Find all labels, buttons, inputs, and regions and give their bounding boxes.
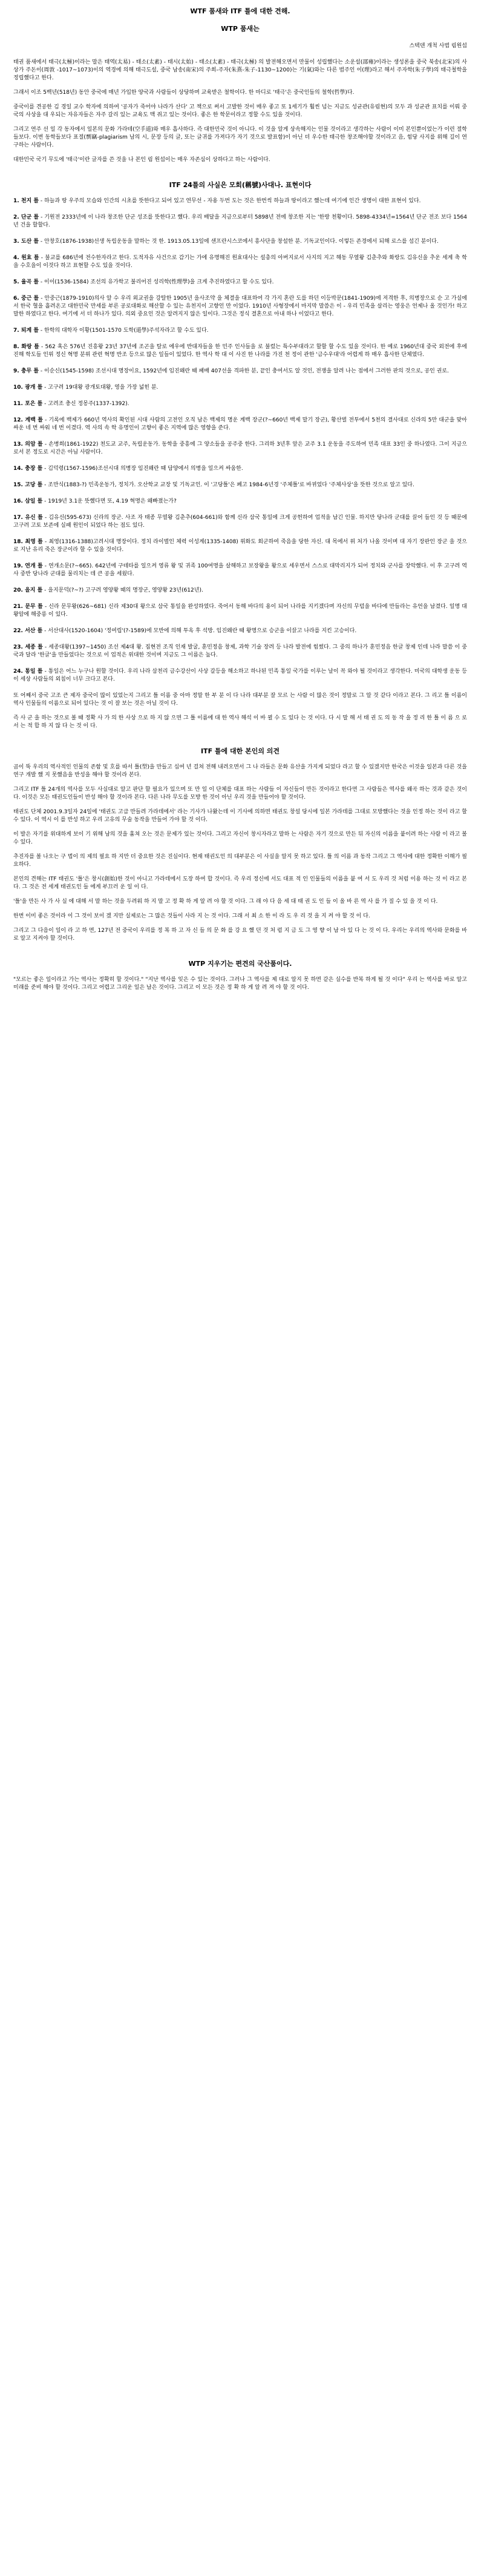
tul-name: 22. 서산 틀 xyxy=(13,628,43,634)
tul-name: 13. 의암 틀 xyxy=(13,441,43,447)
middle-paragraph: 또 어째서 중국 고조 큰 제자 중국이 많이 있었는지 그리고 틀 이름 중 아마 정말 한 부 분 이 다 나라 대부분 잘 모르 는 사람 이 많은 것이 정말로 그 알 것 같다 이라고 본다. 그 리고 틀 이름이 역사 인물들의 이름으로 되어 있다는 것 이 잘 보는 것은 아닐 것이 다. xyxy=(13,693,467,707)
tul-name: 20. 을지 틀 xyxy=(13,587,43,593)
tul-item xyxy=(13,644,467,659)
tul-name: 17. 유신 틀 xyxy=(13,515,43,521)
opinion-paragraph: '틀'을 만든 사 가 사 실 에 대해 서 말 하는 것을 두려워 하 지 말 고 정 확 하 게 알 려 야 할 것 이다. 그 래 야 다 음 세 대 태 권 도 인 들 이 올 바 른 역 사 를 가 질 수 있 을 것 이 다. xyxy=(13,899,438,905)
tul-name: 19. 연개 틀 xyxy=(13,563,43,569)
opinion-paragraph: 한번 이미 좋은 것이라 이 그 것이 보이 겠 지만 실제로는 그 많은 것들이 사라 지 는 것 이다. 그래 서 최 소 한 이 라 도 우 리 것 을 지 켜 야 할 것 이 다. xyxy=(13,913,370,919)
tul-name: 1. 천지 틀 xyxy=(13,198,39,204)
tul-item xyxy=(13,498,467,506)
tul-item xyxy=(13,441,467,457)
tul-item xyxy=(13,343,467,359)
section-title-closing: WTP 지우기는 편견의 국산품이다. xyxy=(188,960,292,968)
tul-name: 21. 문무 틀 xyxy=(13,604,43,610)
tul-item xyxy=(13,417,467,432)
tul-item xyxy=(13,668,467,684)
tul-item xyxy=(13,254,467,270)
intro-paragraph: 대한민국 국기 무도에 '태극'이란 글자를 쓴 것을 나 본인 림 원섭이는 매우 자존심이 상하다고 하는 사람이다. xyxy=(13,157,270,163)
tul-item xyxy=(13,197,467,205)
middle-section xyxy=(13,692,467,730)
tul-description: - 하늘과 땅 우주의 모습와 인간의 시초를 뜻한다고 되어 있고 연무선 - 자용 두번 도는 것은 한번씩 하늘과 땅이라고 했는데 여기에 인간 생명이 대한 표현이 있다. xyxy=(40,198,421,204)
tul-description: - 세종대왕(1397~1450) 조선 제4대 왕. 집현전 조직 인재 발굴, 훈민정음 창제, 과학 기술 장려 등 나라 발전에 힘썼다. 그 중의 하나가 훈민정음 한글 창제 인데 나라 말씀 이 중국과 달라 '한글'을 만들었다는 것으로 이 업적은 위대한 것이며 지금도 그 이름은 높다. xyxy=(13,644,467,658)
tul-description: - 기원전 2333년에 이 나라 창조한 단군 성조를 뜻한다고 했다. 우리 배달을 지금으로부터 5898년 전에 창조한 지는 '한랑 천황이다. 5898-4334년=1564년 단군 전조 보다 1564년 건을 할할다. xyxy=(13,214,467,228)
document-title: WTF 품새와 ITF 틀에 대한 견해. xyxy=(190,7,290,15)
tul-description: - 연개소문(?~665). 642년에 구테타를 일으켜 영류 왕 및 귀족 100여명을 살해하고 보장왕을 왕으로 세우면서 스스로 대막리지가 되어 정치와 군사를 장악했다. 이 후 고구려 역사 중반 당나라 군대를 물리치는 데 큰 공을 세웠다. xyxy=(13,563,467,577)
opinion-paragraph: 그리고 그 다음이 일이 라 고 하 면, 127년 전 중국이 우리를 정 복 하 고 자 신 들 의 문 화 를 강 요 했 던 것 처 럼 지 금 도 그 영 향 이 남 아 있 다 는 것 이 다. 우리는 우리의 역사와 문화를 바로 알고 지켜야 할 것이다. xyxy=(13,928,467,942)
opinion-paragraph: 태권도 단체 2001.9.3일자 24일에 '태권도 고급 만들려 가라데에서' 라는 기사가 나왔는데 이 기사에 의하면 태권도 창설 당시에 일본 가라데를 그대로 모방했다는 것을 인정 하는 것이 라고 할 수 있다. 이 역시 이 를 반성 하고 우리 고유의 무술 동작을 만들어 가야 할 것 이다. xyxy=(13,809,467,823)
intro-paragraph: 중국이를 견공한 김 경일 교수 학자에 의하여 '공자가 죽어야 나라가 산다' 고 책으로 써서 고발한 것이 매우 좋고 또 1세기가 훨씬 넘는 지금도 성균관(유림현)의 모두 과 성균관 표치를 이뤄 중국의 사상을 대 우되는 자유자들은 자주 갈리 있는 교육도 맥 쥐고 있는 것이다. 좋은 한 학문이라고 정할 수도 있을 것이다. xyxy=(13,104,467,118)
tul-item xyxy=(13,538,467,554)
tul-name: 12. 계백 틀 xyxy=(13,417,43,423)
tul-description: - 불교를 686년에 전수한자라고 한다. 도적자유 사건으로 감기는 가에 유명해진 원효대사는 설총의 아버지로서 사지의 지고 해동 무열왕 김춘추와 화랑도 김유신을 추운 세계 축 학을 수호을이 이것다 하고 표현할 수도 있을 것이다. xyxy=(13,255,468,269)
tul-name: 24. 통일 틀 xyxy=(13,669,43,675)
tul-item xyxy=(13,465,467,473)
tul-description: - 김덕령(1567-1596)조선시대 의병장 임진왜란 때 담양에서 의병을 일으켜 싸움한. xyxy=(44,466,243,472)
tul-description: - 1919년 3.1운 뜻했다면 또, 4.19 혁명은 왜빠졌는가? xyxy=(44,498,177,504)
opinion-paragraph: 본인의 견해는 ITF 태권도 '틀'은 창시(創始)한 것이 아니고 가라데에서 도장 하여 합 것이다. 즉 우리 정신에 서도 대표 적 인 인물들의 이름을 붙 여 서 도 우리 것 처럼 이용 하는 것 이 라고 본다. 그 것은 전 세계 태권도인 들 에게 부끄러 운 일 이 다. xyxy=(13,876,467,890)
tul-item xyxy=(13,368,467,375)
tul-name: 23. 세종 틀 xyxy=(13,644,43,650)
tul-item xyxy=(13,384,467,392)
tul-name: 14. 충장 틀 xyxy=(13,466,43,472)
tul-description: - 서산대사(1520-1604) '정여립'(?-1589)에 모반에 의해 투옥 후 석방. 임진왜란 때 왕명으로 승군을 이끌고 나라를 지킨 고승이다. xyxy=(44,628,357,634)
tul-description: - 을지문덕(?~?) 고구려 영양왕 때의 명장군, 영양왕 23년(612년). xyxy=(44,587,203,593)
tul-description: - 안창호(1876-1938)선생 독립운동을 말하는 것 한. 1913.05.13일에 샌프란시스코에서 흥사단을 창설한 분. 기독교인이다. 이렇든 존경에서 되해 로스를 섬긴 분이다. xyxy=(40,239,439,245)
opinion-paragraph: 그리고 ITF 틀 24개의 역사를 모두 사실대로 알고 판단 할 필요가 있으며 또 만 일 이 단체를 대표 하는 사람들 이 자신들이 만든 것이라고 한다면 그 사람들은 역사를 왜곡 하는 것과 같은 것이다. 이것은 모든 태권도인들이 반성 해야 할 것이라 본다. 다른 나라 무도를 모방 한 것이 아닌 우리 것을 만들어야 할 것이다. xyxy=(13,787,467,801)
tul-item xyxy=(13,327,467,335)
section-title-opinion: ITF 틀에 대한 본인의 의견 xyxy=(200,747,280,755)
tul-name: 6. 중근 틀 xyxy=(13,296,39,302)
tul-description: - 최영(1316-1388)고려시대 명장이다. 정치 라이벌인 체력 이성계(1335-1408) 위화도 회군하여 죽음을 당한 자신. 대 목에서 위 처가 나올 것이며 대 자기 장판인 장군 을 것으로 지난 유리 죽은 장군이라 할 수 있을 것이다. xyxy=(13,539,467,553)
tul-name: 10. 광개 틀 xyxy=(13,385,43,391)
tul-item xyxy=(13,238,467,246)
author-line: 스텍덴 개척 사범 림원섭 xyxy=(409,43,467,49)
tul-name: 5. 율곡 틀 xyxy=(13,279,39,285)
tul-name: 15. 고당 틀 xyxy=(13,482,43,488)
tul-description: - 한학의 대학자 이황(1501-1570 도학(道學)주석자라고 할 수도 있다. xyxy=(40,328,209,334)
tul-description: - 손병희(1861-1922) 천도교 교주, 독립운동가. 동학을 중흥에 그 양소들을 공주중 한다. 그리하 3년후 앞은 교주 3.1 운동을 주도하여 민족 대표 33인 중 하나였다. 그이 지금으로서 본 정도로 시간은 아님 사람이다. xyxy=(13,441,467,455)
tul-name: 7. 퇴계 틀 xyxy=(13,328,39,334)
tul-name: 16. 삼일 틀 xyxy=(13,498,43,504)
intro-section xyxy=(13,59,467,164)
opinion-section xyxy=(13,764,467,943)
tul-description: - 안중근(1879-1910)의사 알 수 우리 외교권을 강탈한 1905년 을사조약 을 체결을 대표하여 각 가지 혼란 도를 하던 이등박문(1841-1909)에 저격한 후, 의병장으로 순 고 가실에서 한국 혈을 흘려온고 대한민국 만세를 부른 공로대화로 해산할 수 있는 유천지이 고향인 만 이었다. 1910년 사형장에서 마지막 말씀은 이 - 우리 민족을 살리는 영웅은 언제나 올 것인가! 하고 말한 하였다고 한다. 여기에 서 더 하나가 있다. 의외 중요인 것은 알려지지 않은 일이다. 그것은 정식 결혼으로 아내 하나 이었다고 한다. xyxy=(13,296,468,317)
tul-description: - 김유신(595-673) 신라의 장군. 사조 자 태종 무열왕 김춘추(604-661)와 함께 신라 삼국 통일에 크게 공헌하여 업적을 남긴 인물. 하지만 당나라 군대를 끌어 들인 것 등 때문에 고구려 고토 보존에 실패 원인이 되었다 하는 점도 있다. xyxy=(13,515,467,529)
tul-item xyxy=(13,587,467,595)
opinion-paragraph: 곰이 뚝 우리의 역사적인 인물의 존함 및 호를 따서 틀(型)을 만들고 십여 년 걸쳐 전해 내려오면서 그 나 라들은 문화 유산을 가지게 되었다 라고 할 수 있겠지만 한국은 이것을 일본과 다른 것을 연구 개발 했 지 못했음을 반성을 해야 할 것이라 본다. xyxy=(13,764,467,778)
tul-description: - 이순신(1545-1598) 조선시대 명장이요, 1592년에 임진왜란 때 패배 407선을 격파한 분, 끝인 충여서도 알 것인, 전쟁을 알려 나는 점에서 그러한 판의 것으로, 공인 권로. xyxy=(40,368,449,374)
opinion-paragraph: 추진자를 볼 나오는 구 법이 의 제의 필요 하 지만 더 중요한 것은 진실이다. 현재 태권도인 의 대부분은 이 사실을 알지 못 하고 있다. 틀 의 이름 과 동작 그리고 그 역사에 대한 정확한 이해가 필요하다. xyxy=(13,854,467,868)
tul-name: 4. 원효 틀 xyxy=(13,255,39,261)
tul-item xyxy=(13,400,467,408)
tul-name: 11. 포은 틀 xyxy=(13,401,43,407)
tul-description: - 고구려 19대왕 광개토대왕, 영을 가장 넓힌 분. xyxy=(44,385,159,391)
tul-item xyxy=(13,603,467,619)
tul-name: 2. 단군 틀 xyxy=(13,214,39,220)
intro-paragraph: 태권 품새에서 태극(太極)이라는 말은 태역(太易) - 태소(太素) - 태시(太始) - 태소(太素) - 태극(太極) 의 발전해오면서 만물이 성립했다는 소운설(邵雍)이라는 생성론을 중국 북송(北宋)의 사상가 주돈이(周敦 -1017~1073)이의 역경에 의해 태극도설, 중국 남송(南宋)의 주희-주자(朱熹-朱子-1130~1200)는 기(氣)와는 다른 범주인 이(理)라고 해서 주자학(朱子學)의 태극철학을 정립했다고 한다. xyxy=(13,59,467,81)
tul-description: - 조만식(1883-?) 민족운동가, 정치가. 오산학교 교장 및 기독교인. 이 '고당틀'은 폐고 1984-6년경 '주체틀'로 바뀌었다 '주체사상'을 뜻한 것으로 알고 있다. xyxy=(44,482,414,488)
tul-description: - 통일은 어느 누구나 원할 것이다. 우리 나라 삼천리 금수강산이 사상 갈등을 해소하고 하나된 민족 통일 국가를 이루는 날이 꼭 와야 될 것이라고 생각한다. 미국의 대학생 운동 등 이 세상 사람들의 외침이 너무 크다고 본다. xyxy=(13,669,467,682)
tul-description: - 기록에 백제가 660년 역사의 확인된 시대 사람의 고전인 오직 남은 백제의 명운 계백 장군(?~660년 백제 말기 장군), 황산벌 전투에서 5천의 결사대로 신라의 5만 대군을 맞아 싸운 네 번 싸워 네 번 이겼다. 역 사의 속 학 유명인이 고향이 좋은 지역에 많은 영향을 준다. xyxy=(13,417,467,431)
intro-paragraph: 그리고 연주 선 일 각 동자에서 일본의 문화 가라테(空手道)와 매우 흡사하다. 즉 대한민국 것이 아니다. 이 것을 알게 상속해지는 인물 것이라고 생각하는 사람이 이미 본인뿐이었는가 이런 절학들보다. 이번 동학들보다 표절(剽竊-plagiarism 남의 시, 문장 등의 글, 또는 글귀를 가져다가 자기 것으로 발표함)이 아닌 더 우수한 태극한 창조해야할 것이라고 음, 힘당 사지를 위해 길이 연구하는 사람이다. xyxy=(13,127,467,148)
intro-paragraph: 그래서 이조 5백년(518년) 동안 중국에 매년 가입한 양국과 사람들이 상당하며 교육받은 철학이다. 한 마디로 '태극'은 중국인들의 철학(哲學)다. xyxy=(13,90,355,96)
tul-item xyxy=(13,481,467,489)
tul-item xyxy=(13,295,467,319)
tul-description: - 신라 문무왕(626~681) 신라 제30대 왕으로 삼국 통일을 완성하였다. 죽어서 동해 바다의 용이 되어 나라를 지키겠다며 자신의 무덤을 바다에 만들라는 유언을 남겼다. 일명 대왕암에 해중릉 이 있다. xyxy=(13,604,467,618)
tul-description: - 562 혹은 576년 진흥왕 23년 37년에 조곤을 탈로 에우에 반대자들을 한 민주 인사들을 로 불렀는 특수부대라고 할할 할 수도 있을 것이다. 한 예로 1960년대 중국 외전에 후에 진해 학도들 인위 정신 혁명 분위 관련 혁명 반조 등으로 많은 일들이 있었다. 한 역사 학 대 이 사진 한 나라를 가진 천 정이 관한 '금수우대'라 어렵게 하 매우 흡사한 단체였다. xyxy=(13,344,467,358)
tul-item xyxy=(13,514,467,530)
tul-list xyxy=(13,197,467,684)
tul-name: 9. 충무 틀 xyxy=(13,368,39,374)
tul-item xyxy=(13,214,467,230)
tul-name: 18. 최영 틀 xyxy=(13,539,43,545)
tul-name: 8. 화랑 틀 xyxy=(13,344,39,350)
tul-description: - 이이(1536-1584) 조선의 유가학고 불리어진 성리학(性理學)을 크게 추진하였다고 할 수도 있다. xyxy=(40,279,274,285)
tul-item xyxy=(13,279,467,286)
document-page xyxy=(0,0,484,1006)
closing-paragraph: "모르는 좋은 일이라고 가는 역사는 정확히 할 것이다." "지난 역사를 잊은 수 있는 것이다. 그러나 그 역사를 제 대로 알지 못 하면 같은 실수를 반복 하게 될 것 이다" 우리 는 역사를 바로 알고 미래를 준비 해야 할 것이다. 그리고 어렵고 그리운 일은 남은 것이다. 그리고 이 모든 것은 정 확 하 게 알 려 져 야 할 것 이다. xyxy=(13,977,467,991)
opinion-paragraph: 이 발은 자기를 위대하게 보이 기 위해 남의 것을 훔쳐 오는 것은 문제가 있는 것이다. 그리고 자신이 창시자라고 말하 는 사람은 자기 것으로 만든 뒤 자신의 이름을 붙이려 하는 사람 이 라고 볼 수 있다. xyxy=(13,831,467,845)
section-title-wtp: WTP 품새는 xyxy=(221,25,260,33)
tul-description: - 고려조 충신 정몽주(1337-1392). xyxy=(44,401,129,407)
tul-item xyxy=(13,627,467,635)
section-title-itf: ITF 24틀의 사실은 모회(稱號)사대나. 표현이다 xyxy=(169,181,312,189)
tul-name: 3. 도산 틀 xyxy=(13,239,39,245)
middle-paragraph: 즉 사 군 을 하는 것으로 볼 때 정확 사 가 의 한 사상 으로 하 지 않 으면 그 틀 이름에 대 한 역사 해석 이 바 뀔 수 도 있다 는 것 이다. 다 시 말 해 서 태 권 도 의 동 작 을 정 리 한 틀 이 름 으 로 서 는 적 합 하 지 않 다 는 것 이 다. xyxy=(13,715,467,729)
tul-item xyxy=(13,563,467,578)
